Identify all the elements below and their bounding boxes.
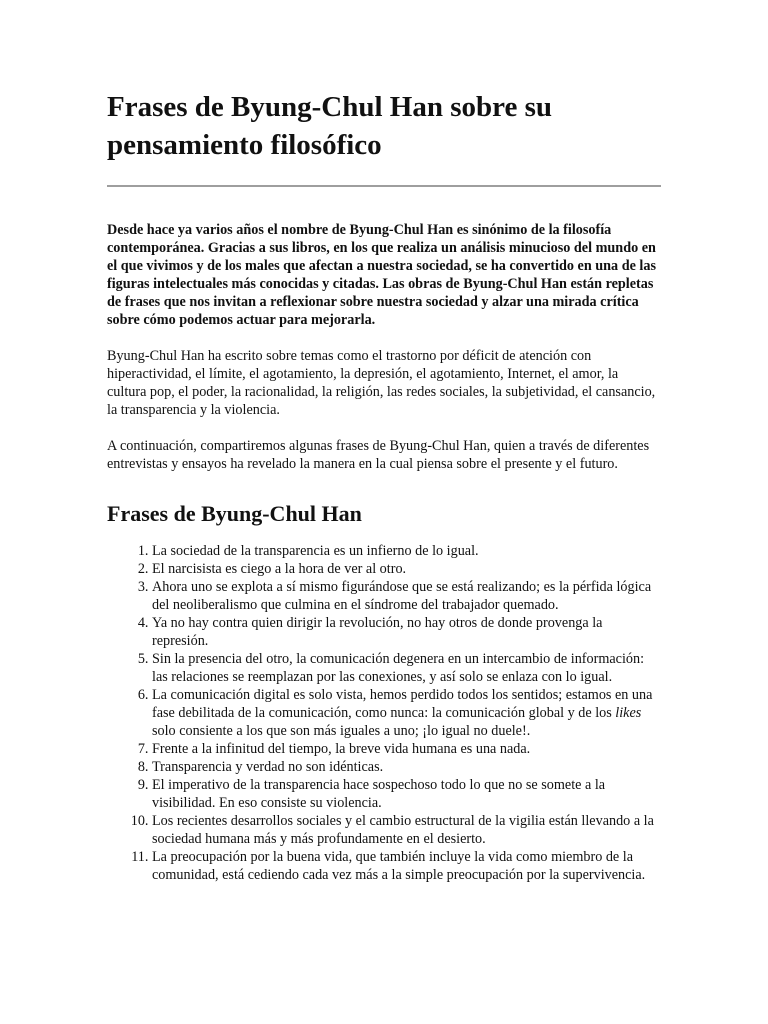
list-item: 7. Frente a la infinitud del tiempo, la breve vida humana es una nada. — [152, 740, 661, 758]
document-page — [107, 88, 661, 884]
list-item — [152, 686, 661, 740]
list-item: 1. La sociedad de la transparencia es un infierno de lo igual. — [152, 542, 661, 560]
quote-text: solo consiente a los que son más iguales a uno; ¡lo igual no duele!. — [152, 723, 531, 739]
title-divider — [107, 185, 661, 187]
list-item: 4. Ya no hay contra quien dirigir la revolución, no hay otros de donde provenga la represión. — [152, 614, 661, 650]
transition-paragraph: A continuación, compartiremos algunas frases de Byung-Chul Han, quien a través de diferentes entrevistas y ensayos ha revelado la manera en la cual piensa sobre el presente y el futuro. — [107, 438, 650, 472]
section-heading: Frases de Byung-Chul Han — [107, 501, 362, 526]
quotes-list — [107, 542, 661, 884]
topics-paragraph: Byung-Chul Han ha escrito sobre temas como el trastorno por déficit de atención con hiperactividad, el límite, el agotamiento, la depresión, el agotamiento, Internet, el amor, la cultura pop, el poder, la racionalidad, la religión, las redes sociales, la subjetividad, el cansancio, la transparencia y la violencia. — [107, 348, 656, 418]
intro-paragraph: Desde hace ya varios años el nombre de Byung-Chul Han es sinónimo de la filosofía contemporánea. Gracias a sus libros, en los que realiza un análisis minucioso del mundo en el que vivimos y de los males que afectan a nuestra sociedad, se ha convertido en una de las figuras intelectuales más conocidas y citadas. Las obras de Byung-Chul Han están repletas de frases que nos invitan a reflexionar sobre nuestra sociedad y alzar una mirada crítica sobre cómo podemos actuar para mejorarla. — [107, 222, 656, 328]
quote-text: La comunicación digital es solo vista, hemos perdido todos los sentidos; estamos en una fase debilitada de la comunicación, como nunca: la comunicación global y de los — [152, 687, 653, 721]
page-title: Frases de Byung-Chul Han sobre su pensamiento filosófico — [107, 91, 553, 161]
quote-emphasis: likes — [615, 705, 642, 721]
list-item: 10. Los recientes desarrollos sociales y el cambio estructural de la vigilia están llevando a la sociedad humana más y más profundamente en el desierto. — [152, 812, 661, 848]
list-item: 9. El imperativo de la transparencia hace sospechoso todo lo que no se somete a la visibilidad. En eso consiste su violencia. — [152, 776, 661, 812]
list-item: 11. La preocupación por la buena vida, que también incluye la vida como miembro de la comunidad, está cediendo cada vez más a la simple preocupación por la supervivencia. — [152, 848, 661, 884]
list-item: 5. Sin la presencia del otro, la comunicación degenera en un intercambio de información: las relaciones se reemplazan por las conexiones, y así solo se enlaza con lo igual. — [152, 650, 661, 686]
list-item: 3. Ahora uno se explota a sí mismo figurándose que se está realizando; es la pérfida lógica del neoliberalismo que culmina en el síndrome del trabajador quemado. — [152, 578, 661, 614]
list-item: 8. Transparencia y verdad no son idénticas. — [152, 758, 661, 776]
list-item: 2. El narcisista es ciego a la hora de ver al otro. — [152, 560, 661, 578]
